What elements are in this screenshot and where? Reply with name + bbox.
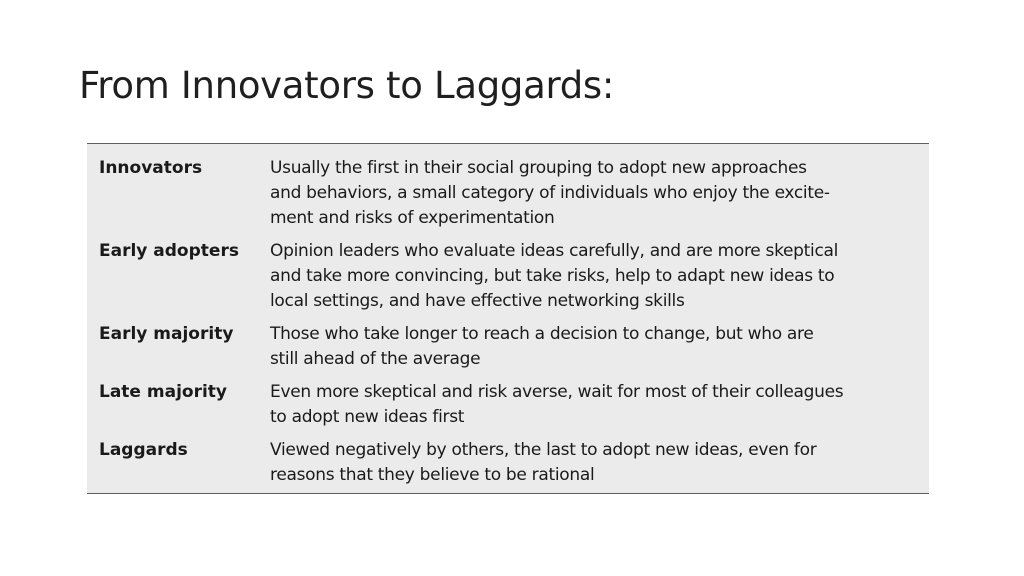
- description-line: ment and risks of experimentation: [270, 208, 555, 228]
- row-term: Innovators: [99, 158, 203, 178]
- row-description: [270, 438, 929, 488]
- description-line: Those who take longer to reach a decision to change, but who are: [270, 324, 814, 344]
- description-line: Even more skeptical and risk averse, wait for most of their colleagues: [270, 382, 844, 402]
- slide-title: From Innovators to Laggards:: [79, 64, 615, 107]
- description-line: to adopt new ideas first: [270, 407, 465, 427]
- table-row-early-adopters: [87, 239, 929, 314]
- row-description: [270, 239, 929, 314]
- description-line: reasons that they believe to be rational: [270, 465, 595, 485]
- row-term: Laggards: [99, 440, 188, 460]
- row-description: [270, 156, 929, 231]
- adopter-categories-table: [87, 143, 929, 494]
- row-description: [270, 322, 929, 372]
- table-row-laggards: [87, 438, 929, 488]
- description-line: Viewed negatively by others, the last to adopt new ideas, even for: [270, 440, 817, 460]
- row-description: [270, 380, 929, 430]
- row-term: Late majority: [99, 382, 227, 402]
- description-line: Usually the first in their social grouping to adopt new approaches: [270, 158, 807, 178]
- description-line: and take more convincing, but take risks, help to adapt new ideas to: [270, 266, 835, 286]
- description-line: local settings, and have effective networking skills: [270, 291, 685, 311]
- table-row-late-majority: [87, 380, 929, 430]
- table-row-innovators: [87, 156, 929, 231]
- table-row-early-majority: [87, 322, 929, 372]
- description-line: Opinion leaders who evaluate ideas carefully, and are more skeptical: [270, 241, 839, 261]
- row-term: Early majority: [99, 324, 234, 344]
- description-line: still ahead of the average: [270, 349, 481, 369]
- description-line: and behaviors, a small category of individuals who enjoy the excite-: [270, 183, 830, 203]
- row-term: Early adopters: [99, 241, 239, 261]
